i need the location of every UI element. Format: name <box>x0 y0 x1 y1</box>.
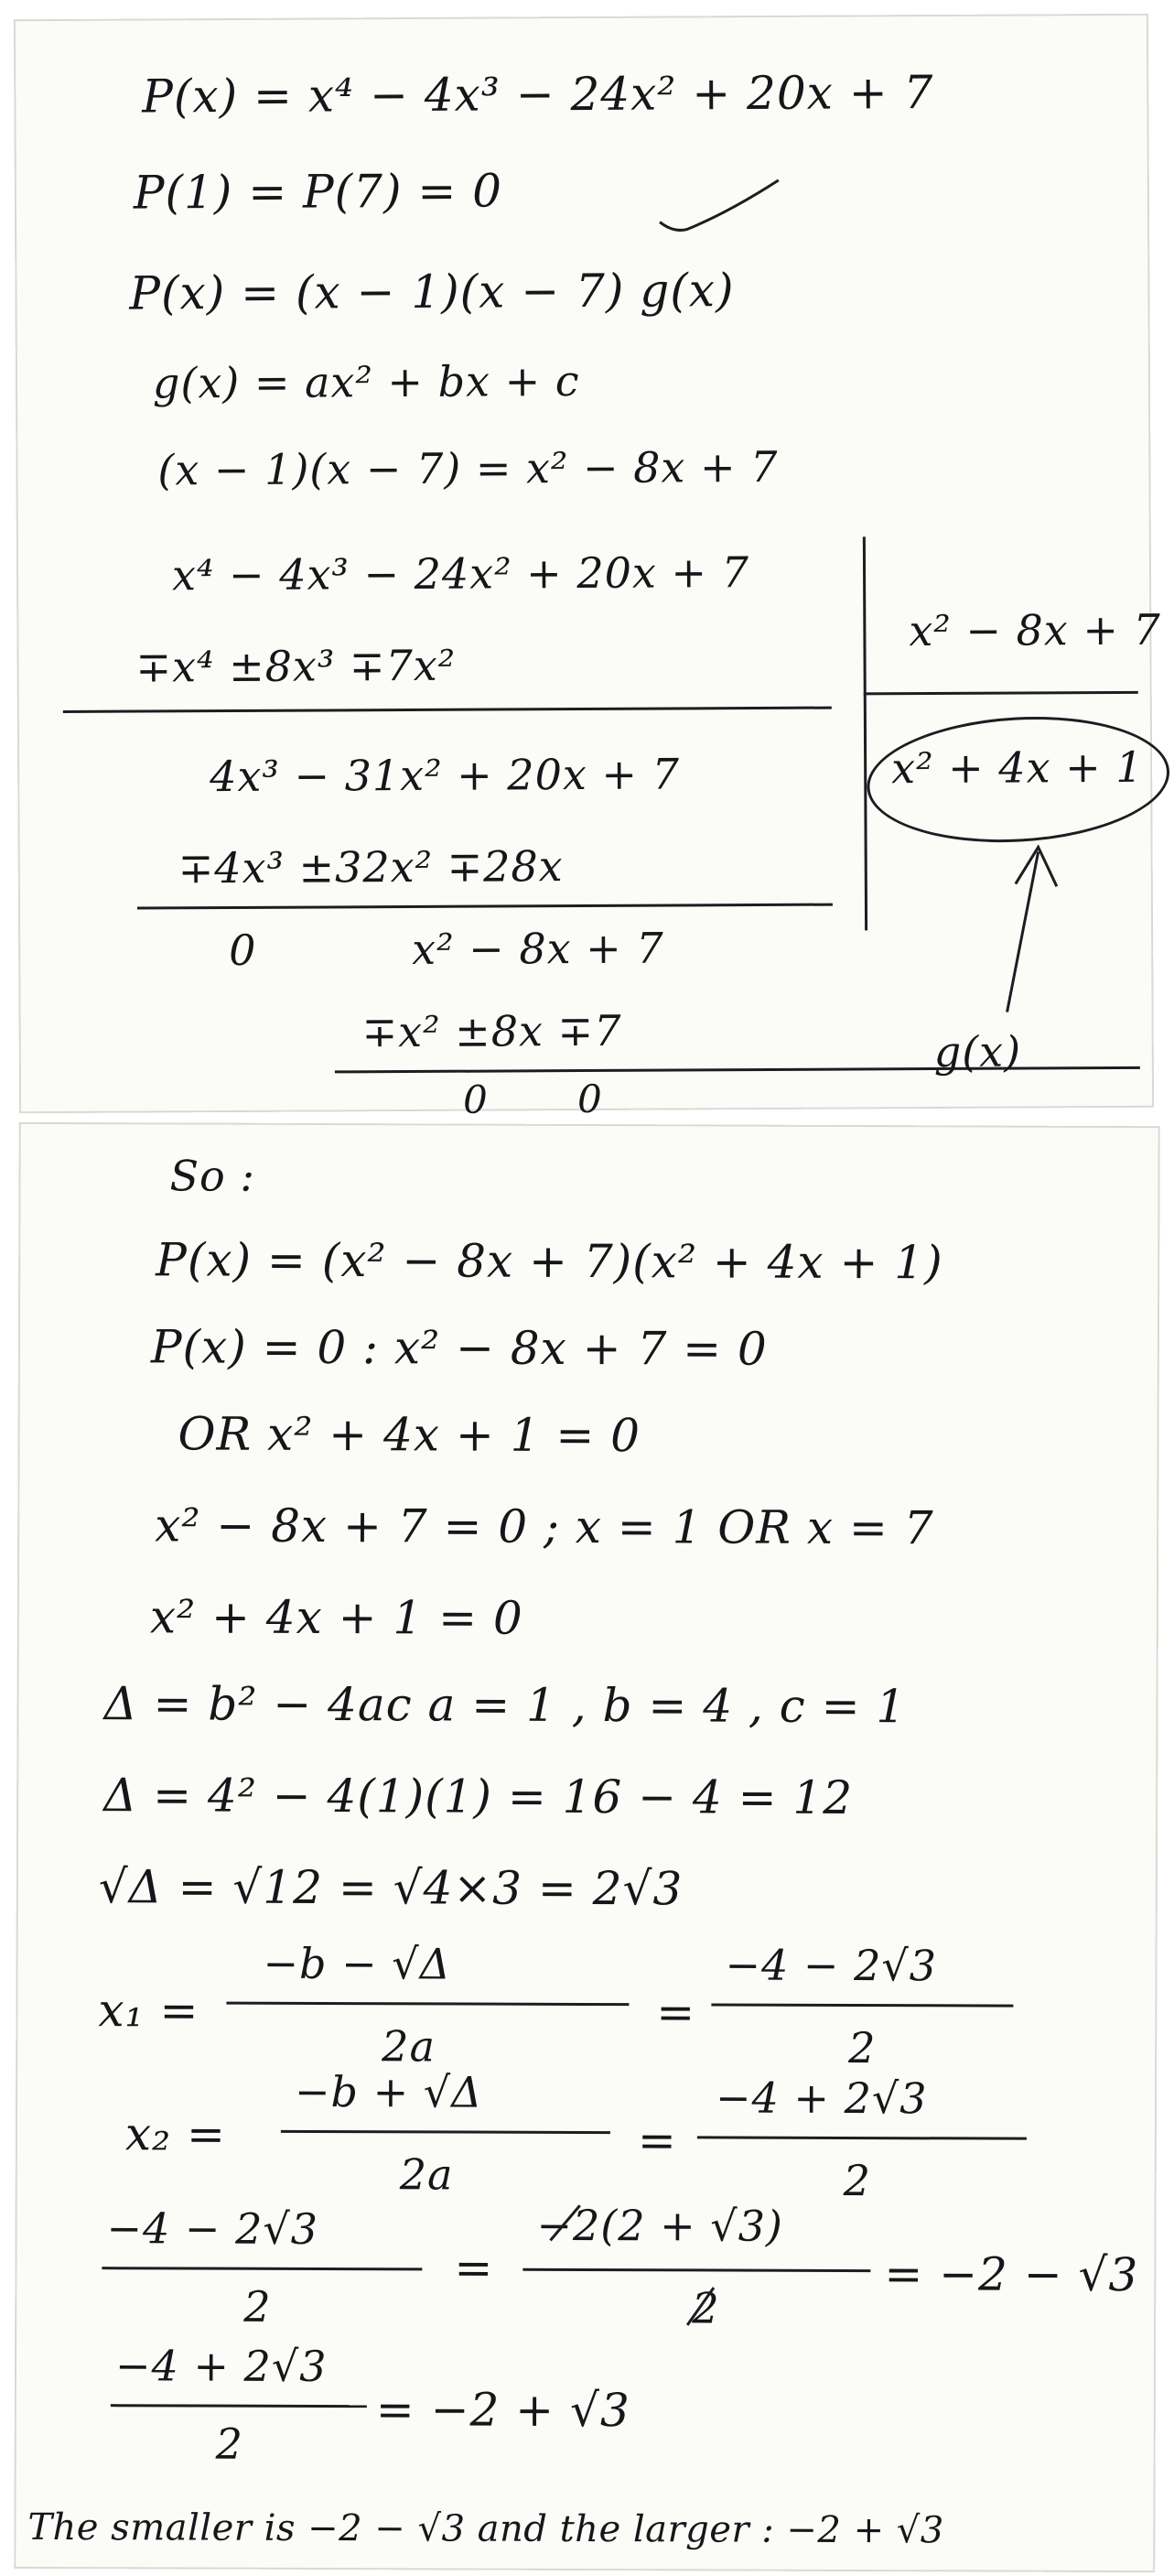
worksheet-page-2 <box>14 1122 1160 2572</box>
division-rule-2 <box>137 904 833 910</box>
x2-value-fraction-bar <box>697 2136 1027 2139</box>
division-bracket-vertical <box>863 536 867 930</box>
second-quadratic: x² + 4x + 1 = 0 <box>149 1590 523 1645</box>
x2-equals: = <box>637 2114 677 2168</box>
conclusion-text: The smaller is −2 − √3 and the larger : −2 + √3 <box>27 2506 944 2552</box>
division-zero-c: 0 <box>576 1076 603 1122</box>
so-label: So : <box>169 1151 255 1201</box>
x1-value-fraction-bar <box>711 2003 1013 2007</box>
checkmark-icon <box>655 176 783 241</box>
arrow-up-icon <box>988 833 1099 1017</box>
discriminant-formula: Δ = b² − 4ac a = 1 , b = 4 , c = 1 <box>103 1677 907 1734</box>
division-step-2: ∓4x³ ±32x² ∓28x <box>178 841 564 893</box>
s2-result: = −2 + √3 <box>375 2383 630 2438</box>
division-step-3: ∓x² ±8x ∓7 <box>361 1005 622 1057</box>
division-remainder-1: 4x³ − 31x² + 20x + 7 <box>210 749 681 802</box>
polynomial-definition: P(x) = x⁴ − 4x³ − 24x² + 20x + 7 <box>142 65 934 124</box>
s1-numerator: −4 − 2√3 <box>106 2203 319 2254</box>
s1-denominator: 2 <box>243 2281 272 2332</box>
x2-numerator: −b + √Δ <box>294 2066 483 2117</box>
division-rule-1 <box>63 707 832 713</box>
division-bracket-horizontal <box>864 691 1138 696</box>
zero-condition: P(x) = 0 : x² − 8x + 7 = 0 <box>150 1320 768 1376</box>
discriminant-value: Δ = 4² − 4(1)(1) = 16 − 4 = 12 <box>103 1769 854 1825</box>
s2-numerator: −4 + 2√3 <box>114 2341 328 2392</box>
quadratic-form: g(x) = ax² + bx + c <box>152 356 580 408</box>
division-zero-b: 0 <box>462 1077 489 1122</box>
division-quotient: x² + 4x + 1 <box>891 741 1144 794</box>
x1-label: x₁ = <box>98 1984 199 2038</box>
x2-label: x₂ = <box>124 2107 227 2161</box>
or-condition: OR x² + 4x + 1 = 0 <box>178 1407 641 1463</box>
x1-numerator: −b − √Δ <box>263 1938 451 1989</box>
x1-denominator: 2a <box>382 2021 436 2072</box>
s2-denominator: 2 <box>215 2419 244 2469</box>
s1-denominator-factored: 2 <box>692 2283 720 2333</box>
x1-numerator-value: −4 − 2√3 <box>725 1940 938 1991</box>
discriminant-root: √Δ = √12 = √4×3 = 2√3 <box>98 1860 684 1916</box>
s1-result: = −2 − √3 <box>884 2247 1139 2302</box>
division-step-1: ∓x⁴ ±8x³ ∓7x² <box>135 640 457 692</box>
division-dividend: x⁴ − 4x³ − 24x² + 20x + 7 <box>171 547 750 601</box>
s1-factored-fraction-bar <box>522 2268 870 2272</box>
x2-numerator-value: −4 + 2√3 <box>715 2073 928 2124</box>
division-divisor: x² − 8x + 7 <box>909 604 1161 656</box>
x1-denominator-value: 2 <box>848 2022 877 2073</box>
product-expansion: (x − 1)(x − 7) = x² − 8x + 7 <box>157 441 779 495</box>
x2-fraction-bar <box>281 2130 610 2134</box>
s1-numerator-factored: −2(2 + √3) <box>536 2200 783 2251</box>
first-quadratic-solution: x² − 8x + 7 = 0 ; x = 1 OR x = 7 <box>155 1499 934 1555</box>
s1-equals: = <box>454 2241 494 2295</box>
s2-fraction-bar <box>111 2404 367 2408</box>
x2-denominator-value: 2 <box>843 2155 872 2206</box>
quotient-label: g(x) <box>933 1026 1022 1077</box>
s1-fraction-bar <box>102 2267 422 2270</box>
x2-denominator: 2a <box>399 2149 454 2200</box>
factored-polynomial: P(x) = (x² − 8x + 7)(x² + 4x + 1) <box>156 1233 943 1290</box>
roots-check: P(1) = P(7) = 0 <box>133 164 503 220</box>
division-remainder-2: x² − 8x + 7 <box>412 923 664 974</box>
x1-fraction-bar <box>226 2002 629 2007</box>
factorization-form: P(x) = (x − 1)(x − 7) g(x) <box>129 264 735 320</box>
worksheet-page-1 <box>14 14 1161 1122</box>
x1-equals: = <box>656 1986 696 2040</box>
division-zero-a: 0 <box>229 925 257 976</box>
